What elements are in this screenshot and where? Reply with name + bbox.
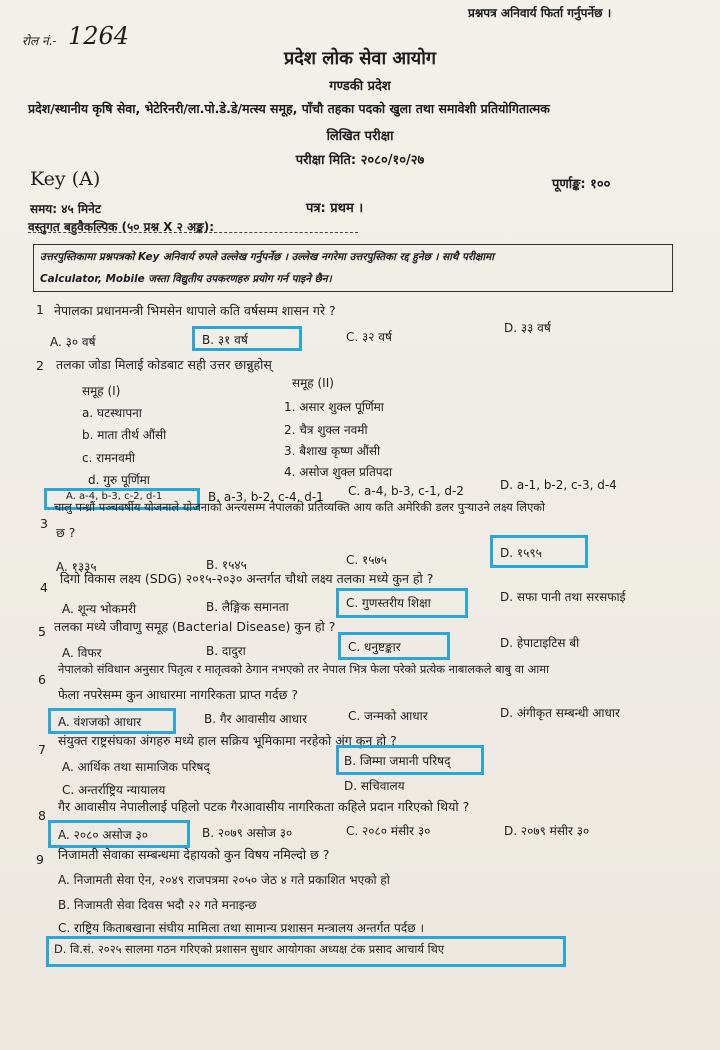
q6-option-d: D. अंगीकृत सम्बन्धी आधार [500,706,620,720]
q2-option-b: B. a-3, b-2, c-4, d-1 [208,490,324,504]
q7-option-d: D. सचिवालय [344,779,405,793]
q6-option-b: B. गैर आवासीय आधार [204,712,308,726]
q2-group-1-c: c. रामनवमी [82,451,136,465]
q2-option-a: A. a-4, b-3, c-2, d-1 [66,491,163,502]
q2-group-1-heading: समूह (I) [82,384,121,398]
question-3-text: चालु पन्ध्रौं पञ्चवर्षीय योजनाले योजनाको अन्त्यसम्म नेपालको प्रतिव्यक्ति आय कति अमेरिकी डलर पुऱ्याउने लक्ष्य लिएको [54,500,545,514]
q1-option-b: B. ३१ वर्ष [202,333,248,347]
q7-option-c: C. अन्तर्राष्ट्रिय न्यायालय [62,783,166,797]
question-2-number: 2 [36,358,44,373]
q8-option-c: C. २०८० मंसीर ३० [346,824,431,838]
q4-option-b: B. लैङ्गिक समानता [206,600,289,614]
question-6-text: नेपालको संविधान अनुसार पितृत्व र मातृत्वको ठेगान नभएको तर नेपाल भित्र फेला परेको प्रत्येक नाबालकले बाबु वा आमा [58,662,550,676]
q2-group-2-4: 4. असोज शुक्ल प्रतिपदा [284,465,393,479]
q1-option-c: C. ३२ वर्ष [346,330,392,344]
paper-number: पत्र: प्रथम । [306,201,364,216]
q9-option-c: C. राष्ट्रिय किताबखाना संघीय मामिला तथा सामान्य प्रशासन मन्त्रालय अन्तर्गत पर्दछ । [58,921,424,935]
q4-answer-highlight [336,588,468,618]
q5-option-d: D. हेपाटाइटिस बी [500,636,580,650]
written-exam-label: लिखित परीक्षा [326,129,394,144]
full-marks: पूर्णाङ्क: १०० [552,177,611,192]
q2-option-d: D. a-1, b-2, c-3, d-4 [500,478,617,492]
q3-option-c: C. १५७५ [346,553,387,567]
question-5-number: 5 [38,624,46,639]
q5-option-a: A. विफर [62,646,102,660]
exam-title: प्रदेश/स्थानीय कृषि सेवा, भेटेरिनरी/ला.पो.डे.डे/मत्स्य समूह, पाँचौ तहका पदको खुला तथा समावेशी प्रतियोगितात्मक [28,101,550,116]
q5-option-b: B. दादुरा [206,644,246,658]
q2-group-1-a: a. घटस्थापना [82,406,142,420]
roll-number: 1264 [68,22,130,50]
q2-group-2-2: 2. चैत्र शुक्ल नवमी [284,423,368,437]
question-1-text: नेपालका प्रधानमन्त्री भिमसेन थापाले कति वर्षसम्म शासन गरे ? [54,303,336,318]
q6-option-c: C. जन्मको आधार [348,709,428,723]
question-4-text: दिगो विकास लक्ष्य (SDG) २०१५-२०३० अन्तर्गत चौथो लक्ष्य तलका मध्ये कुन हो ? [60,571,434,586]
q3-option-a: A. १३३५ [56,560,97,574]
q9-option-b: B. निजामती सेवा दिवस भदौ २२ गते मनाइन्छ [58,898,257,912]
question-5-text: तलका मध्ये जीवाणु समूह (Bacterial Disease) कुन हो ? [54,619,336,634]
question-8-text: गैर आवासीय नेपालीलाई पहिलो पटक गैरआवासीय नागरिकता कहिले प्रदान गरिएको थियो ? [58,799,470,814]
answer-key-label: Key (A) [30,168,101,190]
q5-answer-highlight [338,632,450,660]
top-note: प्रश्नपत्र अनिवार्य फिर्ता गर्नुपर्नेछ । [468,6,612,20]
question-4-number: 4 [40,580,48,595]
q6-answer-highlight [48,708,176,734]
q8-option-d: D. २०७९ मंसीर ३० [504,824,590,838]
section-underline [28,232,358,233]
province-name: गण्डकी प्रदेश [329,79,391,94]
q5-option-c: C. धनुष्टङ्कार [348,640,401,654]
q2-group-2-heading: समूह (II) [292,376,334,390]
q7-option-a: A. आर्थिक तथा सामाजिक परिषद् [62,760,210,774]
q1-answer-highlight [192,326,302,351]
commission-title: प्रदेश लोक सेवा आयोग [284,48,436,69]
q2-group-1-b: b. माता तीर्थ औंसी [82,428,167,442]
q3-option-b: B. १५४५ [206,558,247,572]
q1-option-d: D. ३३ वर्ष [504,321,551,335]
q7-answer-highlight [336,745,484,775]
exam-time: समय: ४५ मिनेट [30,202,101,216]
q9-answer-highlight [46,936,566,967]
question-8-number: 8 [38,808,46,823]
question-9-text: निजामती सेवाका सम्बन्धमा देहायको कुन विषय नमिल्दो छ ? [58,847,330,862]
q2-group-1-d: d. गुरु पूर्णिमा [88,473,150,487]
question-7-text: संयुक्त राष्ट्रसंघका अंगहरु मध्ये हाल सक्रिय भूमिकामा नरहेको अंग कुन हो ? [58,733,397,748]
question-7-number: 7 [38,742,46,757]
q1-option-a: A. ३० वर्ष [50,335,96,349]
q3-option-d: D. १५९५ [500,546,542,560]
question-6-text-cont: फेला नपरेसम्म कुन आधारमा नागरिकता प्राप्त गर्दछ ? [58,687,298,702]
question-9-number: 9 [36,852,44,867]
question-3-number: 3 [40,516,48,531]
q2-option-c: C. a-4, b-3, c-1, d-2 [348,484,464,498]
q7-option-b: B. जिम्मा जमानी परिषद् [344,754,451,768]
roll-label: रोल नं.- [22,34,57,48]
q2-group-2-3: 3. बैशाख कृष्ण औंसी [284,444,381,458]
question-1-number: 1 [36,302,44,317]
q4-option-c: C. गुणस्तरीय शिक्षा [346,596,431,610]
q8-option-a: A. २०८० असोज ३० [58,828,148,842]
q8-option-b: B. २०७९ असोज ३० [202,826,293,840]
q6-option-a: A. वंशजको आधार [58,715,142,729]
question-2-text: तलका जोडा मिलाई कोडबाट सही उत्तर छान्नुहोस् [56,357,272,372]
q9-option-a: A. निजामती सेवा ऐन, २०४९ राजपत्रमा २०५० जेठ ४ गते प्रकाशित भएको हो [58,873,390,887]
q8-answer-highlight [48,820,190,848]
q2-group-2-1: 1. असार शुक्ल पूर्णिमा [284,400,384,414]
question-3-text-cont: छ ? [56,525,76,540]
q4-option-a: A. शून्य भोकमरी [62,602,137,616]
exam-date: परीक्षा मिति: २०८०/१०/२७ [295,153,425,168]
q9-option-d: D. वि.सं. २०२५ सालमा गठन गरिएको प्रशासन सुधार आयोगका अध्यक्ष टंक प्रसाद आचार्य थिए [54,942,445,956]
question-6-number: 6 [38,672,46,687]
instruction-line-1: उत्तरपुस्तिकामा प्रश्नपत्रको Key अनिवार्य रुपले उल्लेख गर्नुपर्नेछ । उल्लेख नगरेमा उत्तरपुस्तिका रद्द हुनेछ । साथै परीक्षामा [40,251,494,263]
section-heading: वस्तुगत बहुवैकल्पिक (५० प्रश्न X २ अङ्क): [28,220,215,234]
instruction-line-2: Calculator, Mobile जस्ता विद्युतीय उपकरणहरु प्रयोग गर्न पाइने छैन। [40,273,332,285]
q4-option-d: D. सफा पानी तथा सरसफाई [500,590,626,604]
q3-answer-highlight [490,535,588,568]
